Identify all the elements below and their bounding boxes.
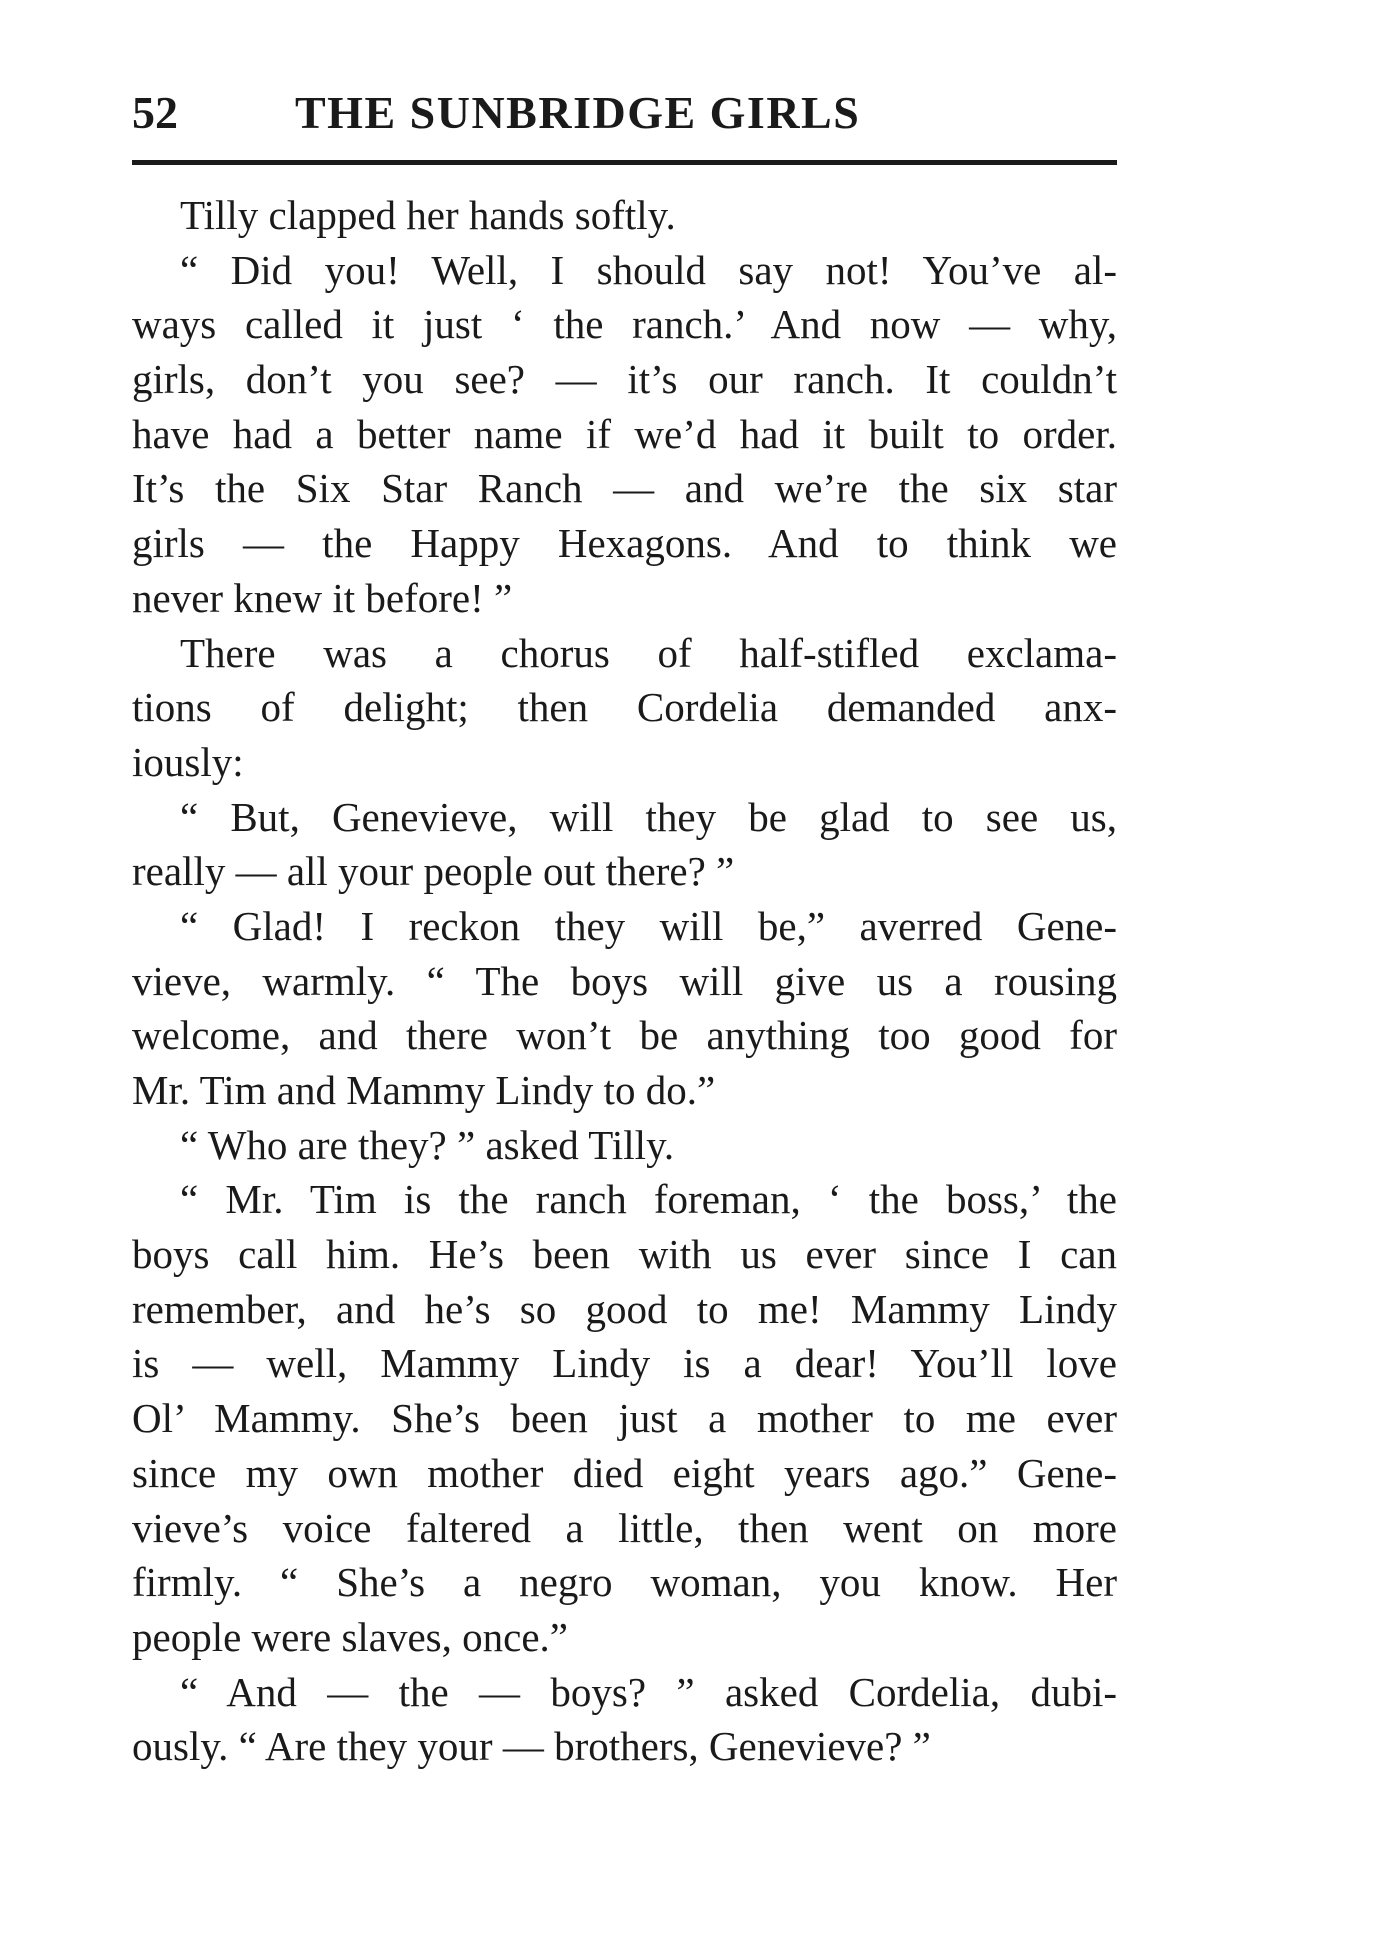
text-line: people were slaves, once.” bbox=[132, 1613, 568, 1660]
text-line: “ But, Genevieve, will they be glad to see us, bbox=[180, 793, 1117, 840]
text-line: really — all your people out there? ” bbox=[132, 848, 735, 895]
text-line: “ Mr. Tim is the ranch foreman, ‘ the boss,’ the bbox=[180, 1176, 1117, 1223]
text-line: “ And — the — boys? ” asked Cordelia, dubi- bbox=[180, 1668, 1117, 1715]
body-text bbox=[132, 188, 1117, 1774]
running-head bbox=[132, 86, 1117, 146]
text-line: It’s the Six Star Ranch — and we’re the six star bbox=[132, 465, 1117, 512]
text-line: welcome, and there won’t be anything too good for bbox=[132, 1012, 1117, 1059]
book-title: THE SUNBRIDGE GIRLS bbox=[295, 87, 861, 138]
text-line: Mr. Tim and Mammy Lindy to do.” bbox=[132, 1067, 716, 1113]
text-line: “ Glad! I reckon they will be,” averred Gene- bbox=[180, 902, 1117, 949]
header-rule bbox=[132, 160, 1117, 165]
page-number: 52 bbox=[132, 87, 178, 138]
text-line: vieve, warmly. “ The boys will give us a rousing bbox=[132, 957, 1117, 1004]
text-line: since my own mother died eight years ago.” Gene- bbox=[132, 1449, 1117, 1496]
text-line: never knew it before! ” bbox=[132, 574, 513, 621]
text-line: have had a better name if we’d had it built to order. bbox=[132, 410, 1117, 457]
text-line: There was a chorus of half-stifled exclama- bbox=[180, 629, 1117, 676]
text-line: firmly. “ She’s a negro woman, you know. Her bbox=[132, 1559, 1117, 1606]
text-line: is — well, Mammy Lindy is a dear! You’ll love bbox=[132, 1340, 1117, 1387]
text-line: “ Did you! Well, I should say not! You’ve al- bbox=[180, 246, 1117, 293]
text-line: iously: bbox=[132, 738, 244, 785]
text-line: vieve’s voice faltered a little, then went on more bbox=[132, 1504, 1117, 1551]
text-line: ways called it just ‘ the ranch.’ And now — why, bbox=[132, 301, 1117, 348]
text-line: remember, and he’s so good to me! Mammy Lindy bbox=[132, 1285, 1117, 1332]
text-line: “ Who are they? ” asked Tilly. bbox=[180, 1121, 675, 1168]
text-line: girls, don’t you see? — it’s our ranch. It couldn’t bbox=[132, 356, 1117, 403]
text-line: ously. “ Are they your — brothers, Genevieve? ” bbox=[132, 1723, 931, 1770]
text-line: Ol’ Mammy. She’s been just a mother to me ever bbox=[132, 1395, 1117, 1442]
text-line: Tilly clapped her hands softly. bbox=[180, 192, 676, 238]
text-line: tions of delight; then Cordelia demanded anx- bbox=[132, 684, 1117, 731]
text-line: girls — the Happy Hexagons. And to think we bbox=[132, 520, 1117, 567]
text-line: boys call him. He’s been with us ever since I can bbox=[132, 1231, 1117, 1278]
